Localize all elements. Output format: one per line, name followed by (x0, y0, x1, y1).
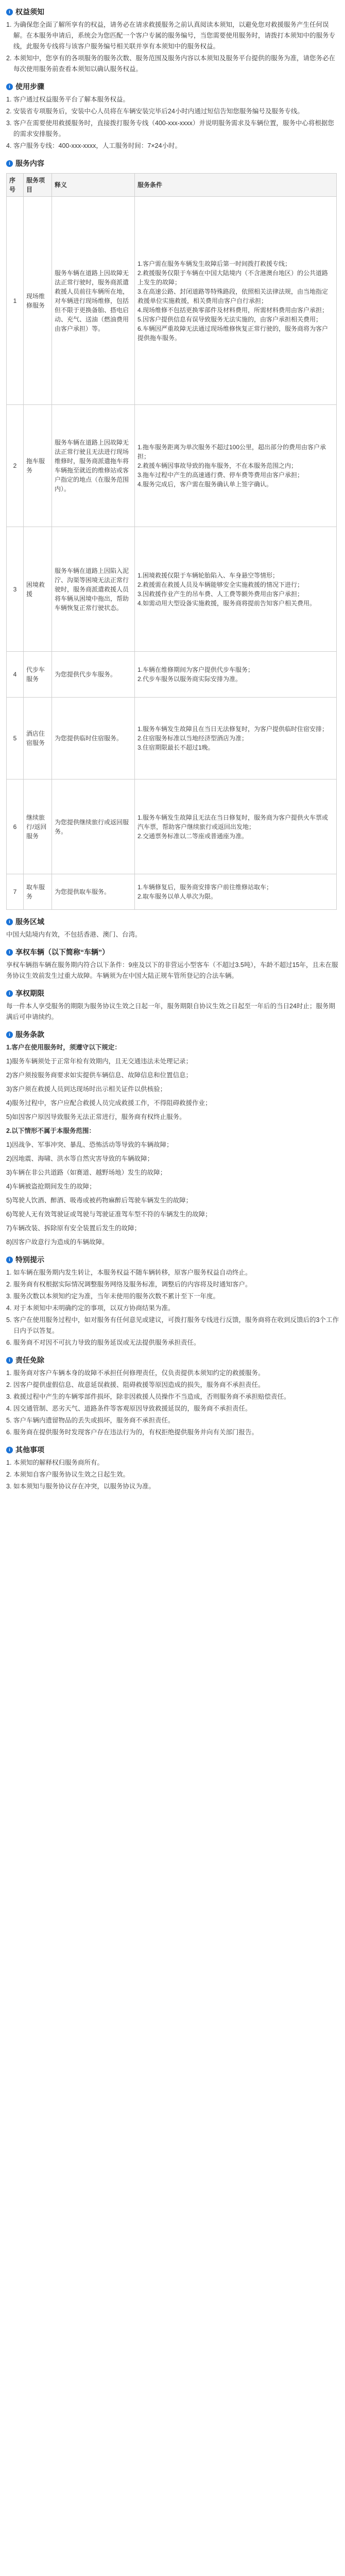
section-title: 服务内容 (15, 159, 44, 167)
table-row (7, 197, 337, 405)
table-cell: 拖车服务 (24, 405, 52, 527)
list-item: 3)客户须在救援人员到达现场时出示相关证件以供核验； (6, 1086, 167, 1093)
info-icon: i (6, 83, 13, 90)
list-item: 4)服务过程中，客户应配合救援人员完成救援工作，不得阻碍救援作业； (6, 1099, 212, 1107)
table-cell: 6 (7, 779, 24, 874)
table-cell: 2 (7, 405, 24, 527)
table-header-row (7, 174, 337, 197)
table-cell: 服务车辆在道路上因故障无法正常行驶且无法进行现场维修时，服务商派遣拖车将车辆拖至就近的维修站或客户指定的地点（在服务范围内）。 (52, 405, 135, 527)
info-icon: i (6, 990, 13, 997)
section-service-area-header (6, 914, 340, 929)
table-row (7, 874, 337, 910)
table-cell: 为您提供临时住宿服务。 (52, 698, 135, 779)
info-icon: i (6, 1447, 13, 1453)
table-row (7, 527, 337, 652)
table-cell: 继续旅行/返回服务 (24, 779, 52, 874)
section-eligible-vehicle-header (6, 944, 340, 960)
list-item: 3)车辆在非公共道路（如赛道、越野场地）发生的故障； (6, 1169, 167, 1176)
list-item: 3. 如本须知与服务协议存在冲突，以服务协议为准。 (6, 1483, 156, 1490)
list-item: 3. 服务次数以本须知约定为准，当年未使用的服务次数不累计至下一年度。 (6, 1293, 220, 1300)
section-title: 使用步骤 (15, 82, 44, 91)
list-item: 4. 客户服务专线：400-xxx-xxxx，人工服务时间：7×24小时。 (6, 142, 182, 149)
section-title: 服务条款 (15, 1030, 44, 1039)
list-item: 1. 如车辆在服务期内发生转让，本服务权益不随车辆转移，原客户服务权益自动终止。 (6, 1269, 252, 1276)
list-item: 2. 服务商有权根据实际情况调整服务网络及服务标准，调整后的内容将及时通知客户。 (6, 1281, 252, 1288)
list-item: 8)因客户故意行为造成的车辆故障。 (6, 1239, 109, 1246)
section-usage-steps-header (6, 79, 340, 94)
list-item: 3. 客户在需要使用救援服务时，直接拨打服务专线（400-xxx-xxxx）并说明服务需求及车辆位置，服务中心将根据您的需求安排服务。 (6, 120, 334, 138)
list-item: 2. 本须知自客户服务协议生效之日起生效。 (6, 1471, 130, 1478)
list-item: 1. 服务商对客户车辆本身的故障不承担任何修理责任，仅负责提供本须知约定的救援服务。 (6, 1369, 265, 1377)
service-table (6, 173, 337, 910)
list-item: 2)客户须按服务商要求如实提供车辆信息、故障信息和位置信息； (6, 1072, 193, 1079)
list-item: 4. 因交通管制、恶劣天气、道路条件等客观原因导致救援延误的，服务商不承担责任。 (6, 1405, 252, 1412)
info-icon: i (6, 1357, 13, 1364)
section-other-matters-header (6, 1442, 340, 1458)
table-cell: 1.拖车服务距离为单次服务不超过100公里，超出部分的费用由客户承担； 2.救援车辆因事故导致的拖车服务，不在本服务范围之内； 3.拖车过程中产生的高速通行费、停车费等费用由客户承担； 4.服务完成后，客户需在服务确认单上签字确认。 (135, 405, 337, 527)
table-row (7, 779, 337, 874)
info-icon: i (6, 919, 13, 925)
section-title: 享权车辆（以下简称“车辆”） (15, 948, 109, 956)
list-item: 5)如因客户原因导致服务无法正常进行，服务商有权终止服务。 (6, 1113, 186, 1121)
table-cell: 服务车辆在道路上因陷入泥泞、沟渠等困境无法正常行驶时，服务商派遣救援人员将车辆从困境中拖出，帮助车辆恢复正常行驶状态。 (52, 527, 135, 652)
section-title: 权益须知 (15, 8, 44, 16)
table-cell: 7 (7, 874, 24, 910)
section-rights-notice-header (6, 4, 340, 20)
table-header-cell: 服务条件 (135, 174, 337, 197)
list-item: 5. 客户在使用服务过程中，如对服务有任何意见或建议，可拨打服务专线进行反馈，服务商将在收到反馈后的3个工作日内予以答复。 (6, 1316, 339, 1334)
table-cell: 为您提供代步车服务。 (52, 652, 135, 698)
paragraph: 享权车辆指车辆在服务期内符合以下条件：9座及以下的非营运小型客车（不超过3.5吨），车龄不超过15年，且未在服务协议生效前发生过重大故障。车辆须为在中国大陆正规车管所登记的合法车辆。 (6, 961, 338, 979)
table-header-cell: 序号 (7, 174, 24, 197)
table-cell: 现场维修服务 (24, 197, 52, 405)
table-cell: 4 (7, 652, 24, 698)
table-cell: 1 (7, 197, 24, 405)
list-item: 1. 本须知的解释权归服务商所有。 (6, 1459, 104, 1466)
list-item: 1)服务车辆须处于正常年检有效期内，且无交通违法未处理记录； (6, 1058, 193, 1065)
paragraph: 每一件本人享受服务的期限为服务协议生效之日起一年，服务期限自协议生效之日起至一年后的当日24时止；服务期满后可申请续约。 (6, 1003, 335, 1021)
list-item: 1. 客户通过权益服务平台了解本服务权益。 (6, 96, 130, 103)
table-cell: 1.困境救援仅限于车辆轮胎陷入、车身悬空等情形； 2.救援需在救援人员及车辆能够安全实施救援的情况下进行； 3.因救援作业产生的吊车费、人工费等额外费用由客户承担； 4.如需动用大型设备实施救援，服务商将提前告知客户相关费用。 (135, 527, 337, 652)
info-icon: i (6, 9, 13, 15)
list-item: 4. 对于本须知中未明确约定的事项，以双方协商结果为准。 (6, 1304, 175, 1312)
table-cell: 取车服务 (24, 874, 52, 910)
table-cell: 困境救援 (24, 527, 52, 652)
table-cell: 1.客户需在服务车辆发生故障后第一时间拨打救援专线； 2.救援服务仅限于车辆在中国大陆境内（不含港澳台地区）的公共道路上发生的故障； 3.在高速公路、封闭道路等特殊路段，依照相关法律法规，由当地指定救援单位实施救援，相关费用由客户自行承担； 4.现场维修不包括更换零部件及材料费用，所需材料费用由客户承担； 5.因客户提供信息有误导致服务无法实施的，由客户承担相关费用； 6.车辆因严重故障无法通过现场维修恢复正常行驶的，服务商将为客户提供拖车服务。 (135, 197, 337, 405)
paragraph: 中国大陆境内有效，不包括香港、澳门、台湾。 (6, 931, 142, 938)
subsection-heading: 2.以下情形不属于本服务范围： (6, 1127, 95, 1134)
section-title: 服务区域 (15, 918, 44, 926)
list-item: 1. 为确保您全面了解所享有的权益，请务必在请求救援服务之前认真阅读本须知，以避免您对救援服务产生任何误解。在本服务申请后，系统会为您匹配一个客户专属的服务编号，当您需要使用服务时，请拨打本须知中的服务专线，此服务专线将与该客户服务编号相关联并享有本须知中的服务权益。 (6, 21, 336, 50)
table-cell: 1.服务车辆发生故障且在当日无法修复时，为客户提供临时住宿安排； 2.住宿服务标准以当地经济型酒店为准； 3.住宿期限最长不超过1晚。 (135, 698, 337, 779)
section-liability-exemption-header (6, 1352, 340, 1368)
table-cell: 5 (7, 698, 24, 779)
table-row (7, 405, 337, 527)
table-cell: 1.车辆在维修期间为客户提供代步车服务； 2.代步车服务以服务商实际安排为准。 (135, 652, 337, 698)
table-cell: 1.车辆修复后，服务商安排客户前往维修站取车； 2.取车服务以单人单次为限。 (135, 874, 337, 910)
section-title: 其他事项 (15, 1446, 44, 1454)
list-item: 6. 服务商在提供服务时发现客户存在违法行为的，有权拒绝提供服务并向有关部门报告。 (6, 1429, 258, 1436)
section-title: 享权期限 (15, 989, 44, 997)
section-entitlement-period-header (6, 986, 340, 1001)
table-row (7, 652, 337, 698)
table-header-cell: 服务项目 (24, 174, 52, 197)
section-title: 特别提示 (15, 1256, 44, 1264)
list-item: 5. 客户车辆内遗留物品的丢失或损坏，服务商不承担责任。 (6, 1417, 175, 1424)
table-cell: 服务车辆在道路上因故障无法正常行驶时，服务商派遣救援人员前往车辆所在地，对车辆进行现场维修，包括但不限于更换备胎、搭电启动、充气、送油（燃油费用由客户承担）等。 (52, 197, 135, 405)
page (0, 4, 345, 1492)
list-item: 7)车辆改装、拆除原有安全装置后发生的故障； (6, 1225, 141, 1232)
section-service-terms-header (6, 1027, 340, 1042)
table-cell: 为您提供继续旅行或返回服务。 (52, 779, 135, 874)
list-item: 2. 安装省专项服务后，安装中心人员将在车辆安装完毕后24小时内通过短信告知您服务编号及服务专线。 (6, 108, 304, 115)
section-title: 责任免除 (15, 1356, 44, 1364)
list-item: 2. 因客户提供虚假信息、故意延误救援、阻碍救援等原因造成的损失，服务商不承担责任。 (6, 1381, 265, 1388)
table-cell: 酒店住宿服务 (24, 698, 52, 779)
section-service-content-header (6, 156, 340, 171)
list-item: 5)驾驶人饮酒、醉酒、吸毒或被药物麻醉后驾驶车辆发生的故障； (6, 1197, 193, 1204)
list-item: 6. 服务商不对因不可抗力导致的服务延误或无法提供服务承担责任。 (6, 1339, 200, 1346)
info-icon: i (6, 949, 13, 956)
info-icon: i (6, 1257, 13, 1263)
info-icon: i (6, 1031, 13, 1038)
table-cell: 3 (7, 527, 24, 652)
list-item: 1)因战争、军事冲突、暴乱、恐怖活动等导致的车辆故障； (6, 1141, 173, 1148)
table-cell: 1.服务车辆发生故障且无法在当日修复时，服务商为客户提供火车票或汽车票，帮助客户继续旅行或返回出发地； 2.交通票务标准以二等座或普通座为准。 (135, 779, 337, 874)
list-item: 6)驾驶人无有效驾驶证或驾驶与驾驶证准驾车型不符的车辆发生的故障； (6, 1211, 212, 1218)
table-cell: 为您提供取车服务。 (52, 874, 135, 910)
table-header-cell: 释义 (52, 174, 135, 197)
section-special-notice-header (6, 1252, 340, 1267)
list-item: 2)因地震、海啸、洪水等自然灾害导致的车辆故障； (6, 1155, 154, 1162)
table-cell: 代步车服务 (24, 652, 52, 698)
subsection-heading: 1.客户在使用服务时，须遵守以下规定： (6, 1044, 121, 1051)
info-icon: i (6, 160, 13, 167)
list-item: 4)车辆被盗抢期间发生的故障； (6, 1183, 96, 1190)
list-item: 3. 救援过程中产生的车辆零部件损坏，除非因救援人员操作不当造成，否则服务商不承担赔偿责任。 (6, 1393, 290, 1400)
list-item: 2. 本须知中，您享有的各项服务的服务次数、服务范围及服务内容以本须知及服务平台提供的服务为准，请您务必在每次使用服务前查看本须知以确认服务权益。 (6, 55, 336, 73)
table-row (7, 698, 337, 779)
